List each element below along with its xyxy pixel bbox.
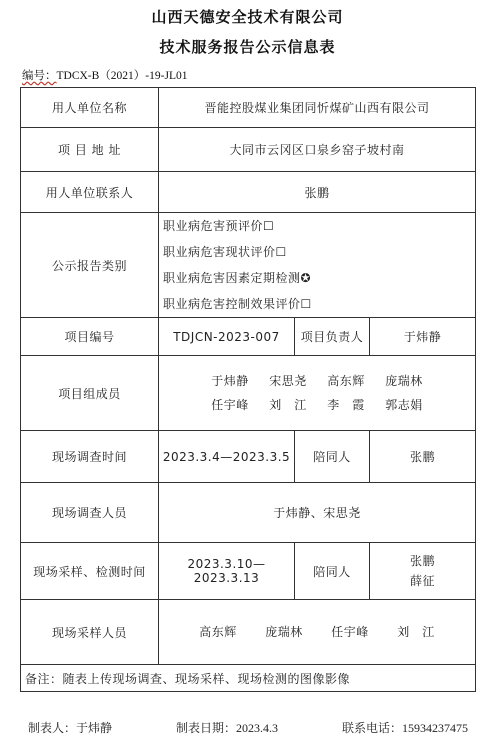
row-survey-staff	[21, 483, 476, 543]
maker-value: 于炜静	[76, 721, 113, 735]
row-sampling-time	[21, 543, 476, 600]
survey-escort-value: 张鹏	[370, 431, 476, 483]
info-table	[20, 87, 476, 692]
staff-name: 任宇峰	[331, 625, 369, 639]
company-name: 山西天德安全技术有限公司	[151, 8, 344, 26]
member-name: 任宇峰	[211, 398, 249, 412]
form-title: 技术服务报告公示信息表	[159, 38, 336, 56]
employer-label: 用人单位名称	[21, 88, 159, 128]
code-label: 编号：	[22, 70, 57, 82]
sampling-staff-list	[159, 600, 476, 665]
row-contact	[21, 172, 476, 213]
category-label: 公示报告类别	[21, 213, 159, 318]
category-control-effect: 职业病危害控制效果评价☐	[163, 297, 312, 311]
footer-phone	[342, 719, 468, 736]
row-members	[21, 356, 476, 431]
row-address	[21, 128, 476, 172]
date-value: 2023.4.3	[236, 721, 279, 735]
category-status-assessment: 职业病危害现状评价☐	[163, 245, 287, 259]
members-label: 项目组成员	[21, 356, 159, 431]
category-options	[159, 213, 476, 318]
staff-name: 庞瑞林	[265, 625, 303, 639]
sampling-staff-row	[161, 620, 473, 644]
footer	[28, 719, 468, 736]
sampling-time-value: 2023.3.10—2023.3.13	[159, 543, 295, 600]
member-name: 于炜静	[211, 374, 249, 388]
contact-value: 张鹏	[159, 172, 476, 213]
sampling-time-label: 现场采样、检测时间	[21, 543, 159, 600]
staff-name: 刘 江	[397, 625, 435, 639]
document-code	[22, 67, 187, 83]
project-no-label: 项目编号	[21, 318, 159, 356]
member-name: 刘 江	[269, 398, 307, 412]
footer-maker	[28, 719, 112, 736]
members-list	[159, 356, 476, 431]
address-value: 大同市云冈区口泉乡窑子坡村南	[159, 128, 476, 172]
category-periodic-testing: 职业病危害因素定期检测✪	[163, 271, 312, 285]
survey-time-value: 2023.3.4—2023.3.5	[159, 431, 295, 483]
project-no-value: TDJCN-2023-007	[159, 318, 295, 356]
row-note	[21, 665, 476, 692]
member-name: 郭志娟	[385, 398, 423, 412]
code-value: TDCX-B（2021）-19-JL01	[56, 70, 188, 82]
phone-label: 联系电话：	[341, 721, 402, 735]
sampling-staff-label: 现场采样人员	[21, 600, 159, 665]
note-text: 备注：随表上传现场调查、现场采样、现场检测的图像影像	[21, 665, 476, 692]
phone-value: 15934237475	[402, 721, 468, 735]
escort-name: 薛征	[409, 574, 435, 588]
member-name: 庞瑞林	[385, 374, 423, 388]
member-name: 李 霞	[327, 398, 365, 412]
survey-staff-label: 现场调查人员	[21, 483, 159, 543]
member-name: 宋思尧	[269, 374, 307, 388]
members-row-2	[161, 393, 473, 417]
row-category	[21, 213, 476, 318]
maker-label: 制表人：	[28, 721, 77, 735]
address-label: 项 目 地 址	[21, 128, 159, 172]
staff-name: 高东辉	[199, 625, 237, 639]
row-sampling-staff	[21, 600, 476, 665]
manager-value: 于炜静	[370, 318, 476, 356]
row-project-no	[21, 318, 476, 356]
sampling-escort-values	[370, 543, 476, 600]
date-label: 制表日期：	[176, 721, 237, 735]
survey-time-label: 现场调查时间	[21, 431, 159, 483]
survey-escort-label: 陪同人	[295, 431, 370, 483]
escort-name: 张鹏	[409, 554, 435, 568]
footer-date	[176, 719, 278, 736]
manager-label: 项目负责人	[295, 318, 370, 356]
employer-value: 晋能控股煤业集团同忻煤矿山西有限公司	[159, 88, 476, 128]
members-row-1	[161, 369, 473, 393]
sampling-escort-label: 陪同人	[295, 543, 370, 600]
category-pre-assessment: 职业病危害预评价☐	[163, 219, 275, 233]
survey-staff-value: 于炜静、宋思尧	[159, 483, 476, 543]
contact-label: 用人单位联系人	[21, 172, 159, 213]
member-name: 高东辉	[327, 374, 365, 388]
row-employer	[21, 88, 476, 128]
row-survey-time	[21, 431, 476, 483]
